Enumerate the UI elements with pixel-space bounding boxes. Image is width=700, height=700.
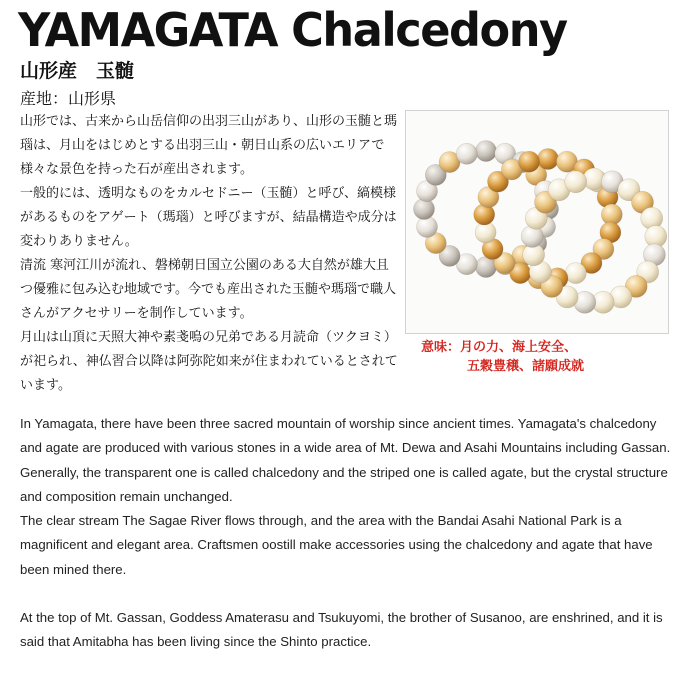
meaning-line-1: 意味：月の力、海上安全、 (421, 340, 578, 355)
jp-paragraph: 月山は山頂に天照大神や素戔嗚の兄弟である月読命（ツクヨミ）が祀られ、神仏習合以降は阿弥陀如来が住まわれているとされています。 (20, 330, 398, 393)
bead (417, 216, 438, 237)
japanese-description (20, 110, 400, 398)
meaning-line-2: 五穀豊穣、諸願成就 (467, 359, 585, 374)
page-title: YAMAGATA Chalcedony (18, 3, 567, 57)
bead (519, 151, 540, 172)
en-paragraph: Generally, the transparent one is called chalcedony and the striped one is called agate, but the crystal structure and composition remain unchanged. (20, 464, 668, 504)
jp-paragraph: 山形では、古来から山岳信仰の出羽三山があり、山形の玉髄と瑪瑙は、月山をはじめとする出羽三山・朝日山系の広いエリアで様々な景色を持った石が産出されます。 (20, 114, 398, 177)
bead (476, 141, 497, 162)
bead (565, 171, 587, 193)
bracelet-photo (405, 110, 669, 334)
english-description (20, 412, 680, 655)
en-paragraph: In Yamagata, there have been three sacred mountain of worship since ancient times. Yamagata's chalcedony and agate are produced with various stones in a wide area of Mt. Dewa and Asahi Mountains including Gassan. (20, 416, 671, 456)
bead (565, 263, 586, 284)
bracelets-illustration (406, 111, 668, 333)
en-paragraph: At the top of Mt. Gassan, Goddess Amaterasu and Tsukuyomi, the brother of Susanoo, are enshrined, and it is said that Amitabha has been living since the Shinto practice. (20, 610, 663, 650)
bead (414, 199, 435, 220)
en-paragraph: The clear stream The Sagae River flows through, and the area with the Bandai Asahi National Park is a magnificent and elegant area. Craftsmen oostill make accessories using the chalcedony and agate that have been mined there. (20, 513, 653, 577)
meaning-text (421, 338, 584, 376)
bead (456, 143, 477, 164)
bead (538, 149, 559, 170)
page-subtitle: 山形産 玉髄 (20, 60, 135, 82)
origin-label: 産地：山形県 (20, 89, 117, 108)
jp-paragraph: 清流 寒河江川が流れ、磐梯朝日国立公園のある大自然が雄大且つ優雅に包み込む地域です。今でも産出された玉髄や瑪瑙で職人さんがアクセサリーを制作しています。 (20, 258, 396, 321)
jp-paragraph: 一般的には、透明なものをカルセドニー（玉髄）と呼び、縞模様があるものをアゲート（瑪瑙）と呼びますが、結晶構造や成分は変わりありません。 (20, 186, 397, 249)
